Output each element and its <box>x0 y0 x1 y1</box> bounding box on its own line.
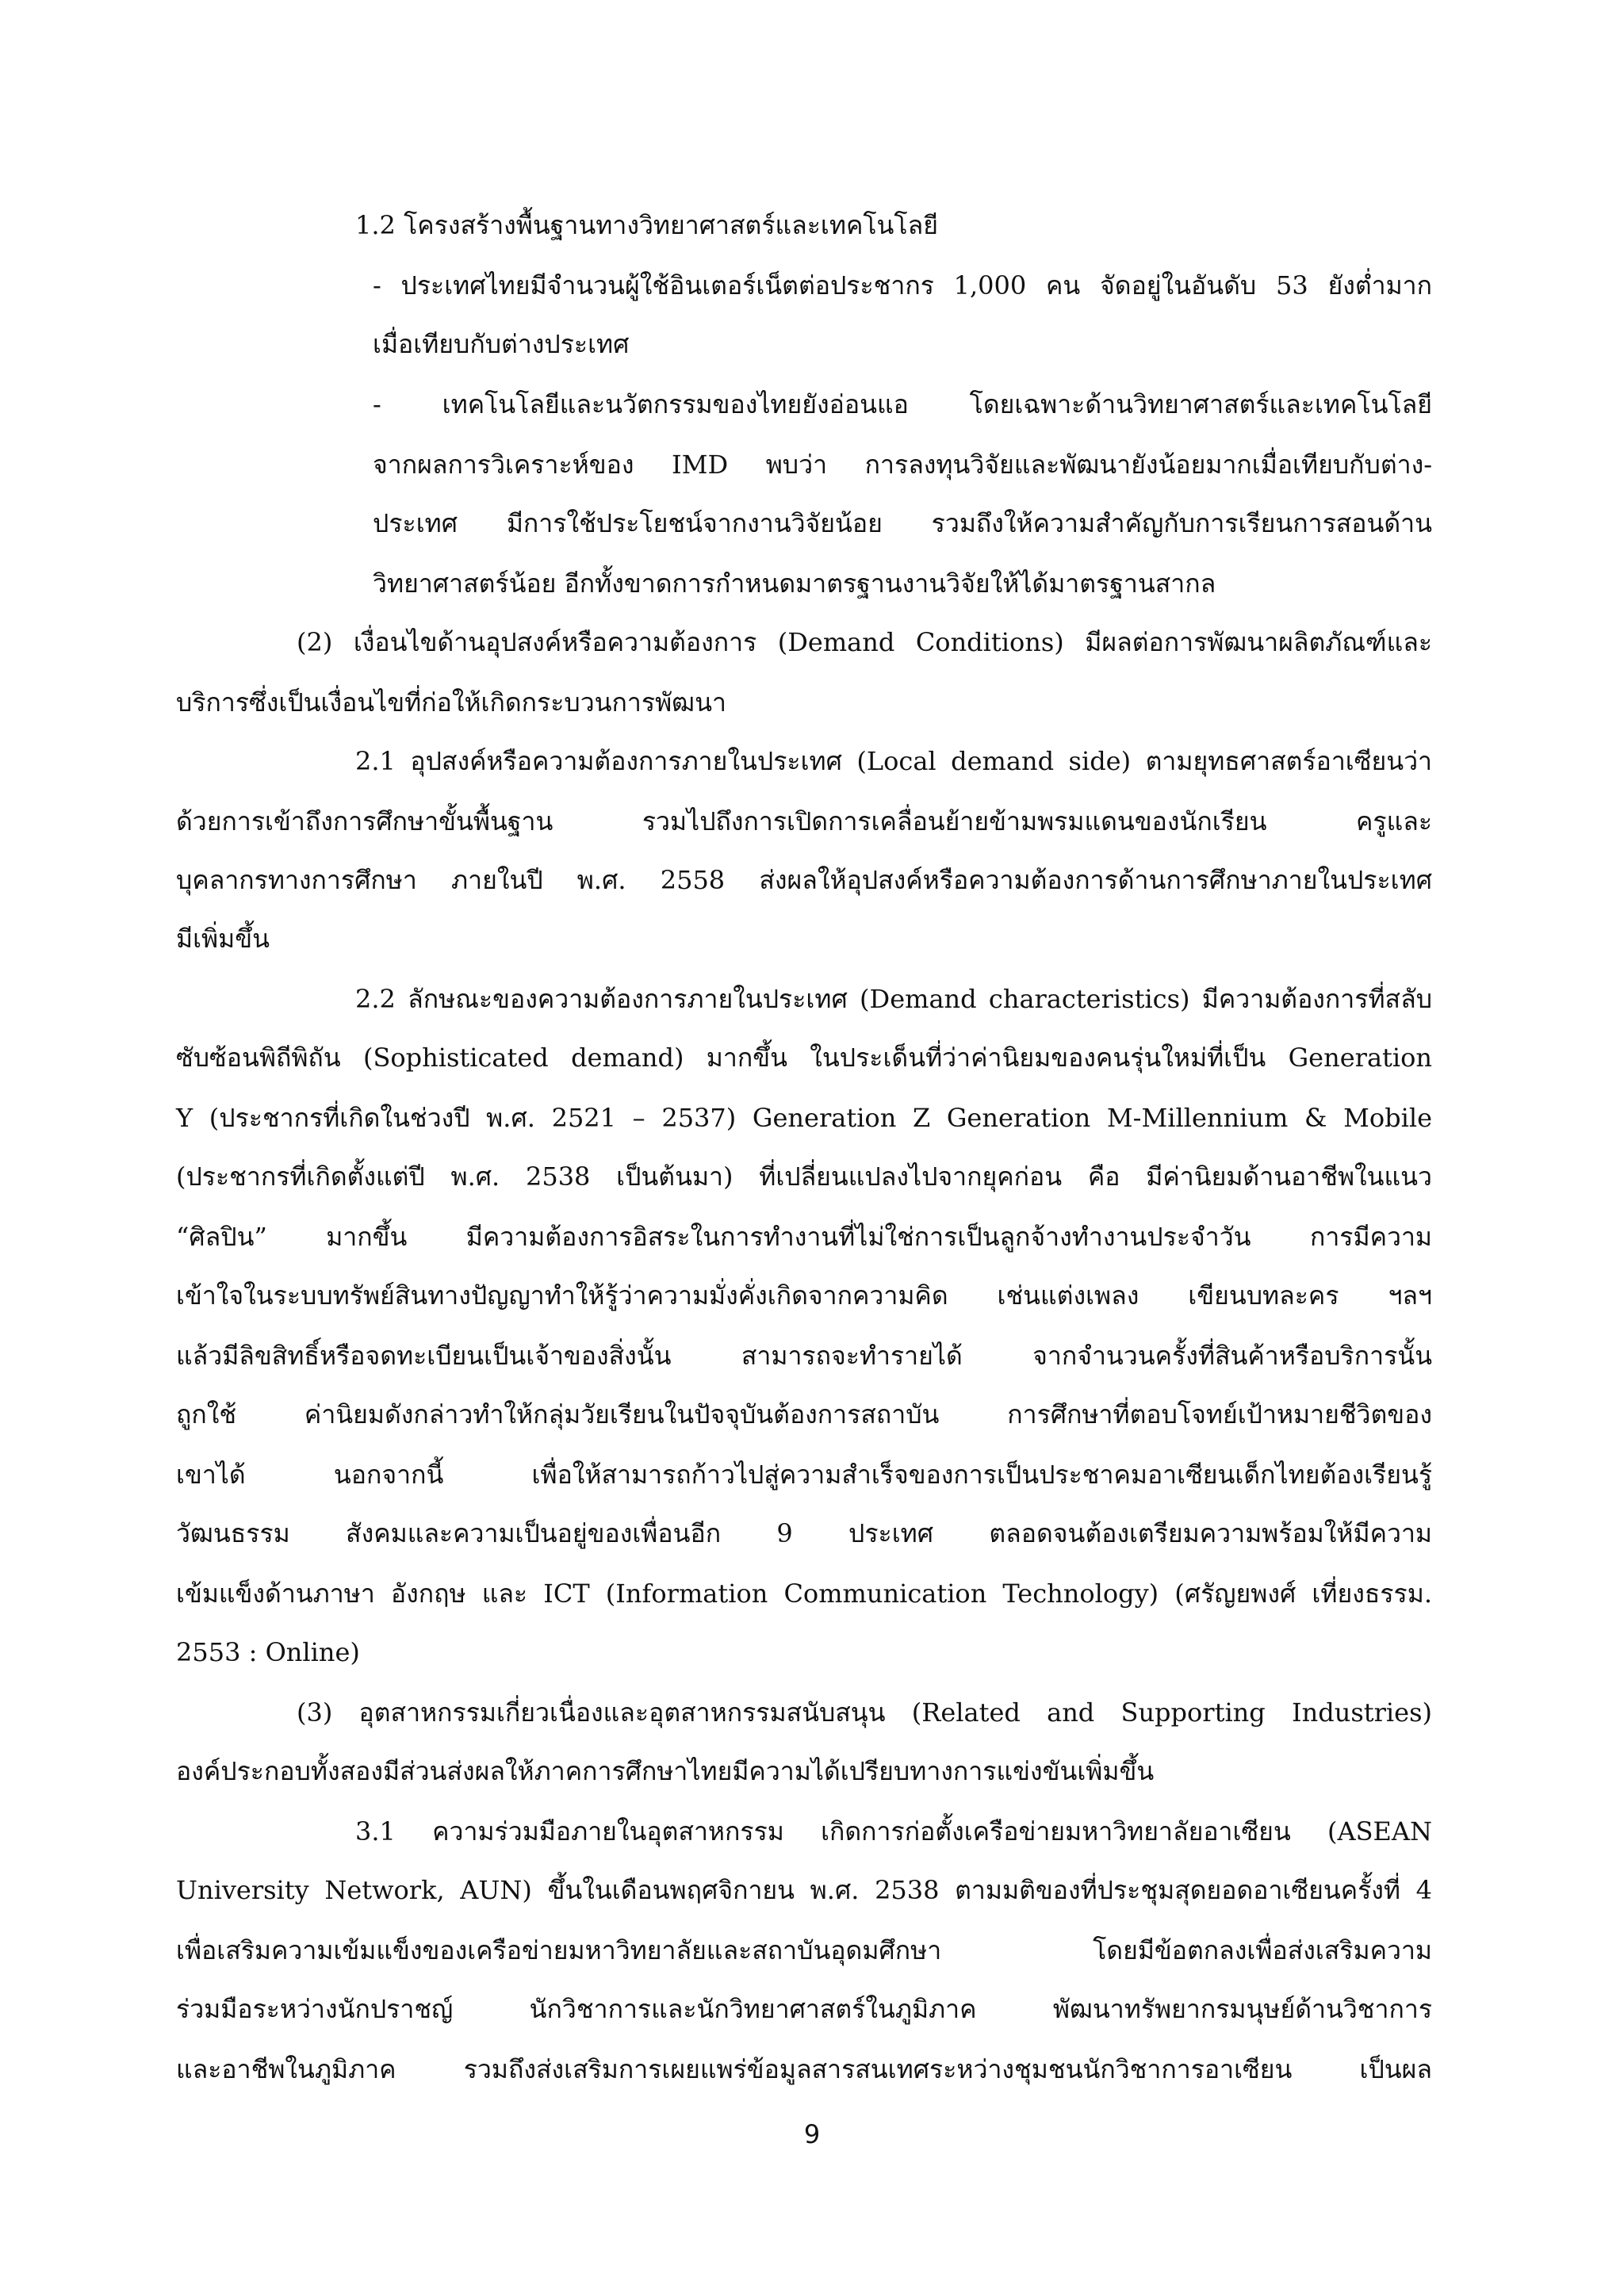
paragraph-line: วิทยาศาสตร์น้อย อีกทั้งขาดการกำหนดมาตรฐานงานวิจัยให้ได้มาตรฐานสากล <box>373 568 1216 599</box>
paragraph-line: เข้มแข็งด้านภาษา อังกฤษ และ ICT (Information Communication Technology) (ศรัญยพงศ์ เที่ยงธรรม. <box>176 1578 1432 1609</box>
paragraph-line: ซับซ้อนพิถีพิถัน (Sophisticated demand) มากขึ้น ในประเด็นที่ว่าค่านิยมของคนรุ่นใหม่ที่เป็น Generation <box>176 1043 1432 1073</box>
section-heading-1-2: 1.2 โครงสร้างพื้นฐานทางวิทยาศาสตร์และเทคโนโลยี <box>355 210 938 240</box>
paragraph-line: องค์ประกอบทั้งสองมีส่วนส่งผลให้ภาคการศึกษาไทยมีความได้เปรียบทางการแข่งขันเพิ่มขึ้น <box>176 1756 1155 1786</box>
bullet-internet-users: - ประเทศไทยมีจำนวนผู้ใช้อินเตอร์เน็ตต่อประชากร 1,000 คน จัดอยู่ในอันดับ 53 ยังต่ำมาก <box>373 270 1432 300</box>
paragraph-line: ด้วยการเข้าถึงการศึกษาขั้นพื้นฐาน รวมไปถึงการเปิดการเคลื่อนย้ายข้ามพรมแดนของนักเรียน ครูและ <box>176 806 1432 836</box>
subsection-2-1: 2.1 อุปสงค์หรือความต้องการภายในประเทศ (Local demand side) ตามยุทธศาสตร์อาเซียนว่า <box>355 746 1432 776</box>
subsection-2-2: 2.2 ลักษณะของความต้องการภายในประเทศ (Demand characteristics) มีความต้องการที่สลับ <box>355 984 1432 1014</box>
subsection-3-1: 3.1 ความร่วมมือภายในอุตสาหกรรม เกิดการก่อตั้งเครือข่ายมหาวิทยาลัยอาเซียน (ASEAN <box>355 1816 1432 1846</box>
paragraph-line: วัฒนธรรม สังคมและความเป็นอยู่ของเพื่อนอีก 9 ประเทศ ตลอดจนต้องเตรียมความพร้อมให้มีความ <box>176 1518 1432 1548</box>
paragraph-line: “ศิลปิน” มากขึ้น มีความต้องการอิสระในการทำงานที่ไม่ใช่การเป็นลูกจ้างทำงานประจำวัน การมีความ <box>176 1222 1432 1252</box>
paragraph-line: เขาได้ นอกจากนี้ เพื่อให้สามารถก้าวไปสู่ความสำเร็จของการเป็นประชาคมอาเซียนเด็กไทยต้องเรียนรู้ <box>176 1460 1432 1490</box>
paragraph-line: ร่วมมือระหว่างนักปราชญ์ นักวิชาการและนักวิทยาศาสตร์ในภูมิภาค พัฒนาทรัพยากรมนุษย์ด้านวิชาการ <box>176 1994 1432 2024</box>
page-number: 9 <box>803 2119 821 2149</box>
bullet-technology: - เทคโนโลยีและนวัตกรรมของไทยยังอ่อนแอ โดยเฉพาะด้านวิทยาศาสตร์และเทคโนโลยี <box>373 389 1432 419</box>
paragraph-line: เพื่อเสริมความเข้มแข็งของเครือข่ายมหาวิทยาลัยและสถาบันอุดมศึกษา โดยมีข้อตกลงเพื่อส่งเสริมความ <box>176 1935 1432 1965</box>
paragraph-line: เข้าใจในระบบทรัพย์สินทางปัญญาทำให้รู้ว่าความมั่งคั่งเกิดจากความคิด เช่นแต่งเพลง เขียนบทละคร ฯลฯ <box>176 1280 1432 1311</box>
section-heading-3: (3) อุตสาหกรรมเกี่ยวเนื่องและอุตสาหกรรมสนับสนุน (Related and Supporting Industries) <box>297 1697 1432 1728</box>
paragraph-line: บริการซึ่งเป็นเงื่อนไขที่ก่อให้เกิดกระบวนการพัฒนา <box>176 687 726 718</box>
paragraph-line: ถูกใช้ ค่านิยมดังกล่าวทำให้กลุ่มวัยเรียนในปัจจุบันต้องการสถาบัน การศึกษาที่ตอบโจทย์เป้าหมายชีวิตของ <box>176 1399 1432 1429</box>
section-heading-2: (2) เงื่อนไขด้านอุปสงค์หรือความต้องการ (Demand Conditions) มีผลต่อการพัฒนาผลิตภัณฑ์และ <box>297 627 1432 657</box>
paragraph-line: Y (ประชากรที่เกิดในช่วงปี พ.ศ. 2521 – 2537) Generation Z Generation M-Millennium & Mobile <box>176 1103 1432 1133</box>
paragraph-line: University Network, AUN) ขึ้นในเดือนพฤศจิกายน พ.ศ. 2538 ตามมติของที่ประชุมสุดยอดอาเซียนครั้งที่ 4 <box>176 1875 1432 1905</box>
paragraph-line: จากผลการวิเคราะห์ของ IMD พบว่า การลงทุนวิจัยและพัฒนายังน้อยมากเมื่อเทียบกับต่าง- <box>373 450 1432 480</box>
paragraph-line: ประเทศ มีการใช้ประโยชน์จากงานวิจัยน้อย รวมถึงให้ความสำคัญกับการเรียนการสอนด้าน <box>373 508 1432 538</box>
bullet-internet-users-cont: เมื่อเทียบกับต่างประเทศ <box>373 329 630 359</box>
paragraph-line: มีเพิ่มขึ้น <box>176 924 270 954</box>
paragraph-line: บุคลากรทางการศึกษา ภายในปี พ.ศ. 2558 ส่งผลให้อุปสงค์หรือความต้องการด้านการศึกษาภายในประเทศ <box>176 865 1432 895</box>
paragraph-line: แล้วมีลิขสิทธิ์หรือจดทะเบียนเป็นเจ้าของสิ่งนั้น สามารถจะทำรายได้ จากจำนวนครั้งที่สินค้าหรือบริการนั้น <box>176 1341 1432 1371</box>
paragraph-line: 2553 : Online) <box>176 1637 360 1667</box>
paragraph-line: (ประชากรที่เกิดตั้งแต่ปี พ.ศ. 2538 เป็นต้นมา) ที่เปลี่ยนแปลงไปจากยุคก่อน คือ มีค่านิยมด้านอาชีพในแนว <box>176 1161 1432 1192</box>
paragraph-line: และอาชีพในภูมิภาค รวมถึงส่งเสริมการเผยแพร่ข้อมูลสารสนเทศระหว่างชุมชนนักวิชาการอาเซียน เป็นผล <box>176 2054 1432 2084</box>
